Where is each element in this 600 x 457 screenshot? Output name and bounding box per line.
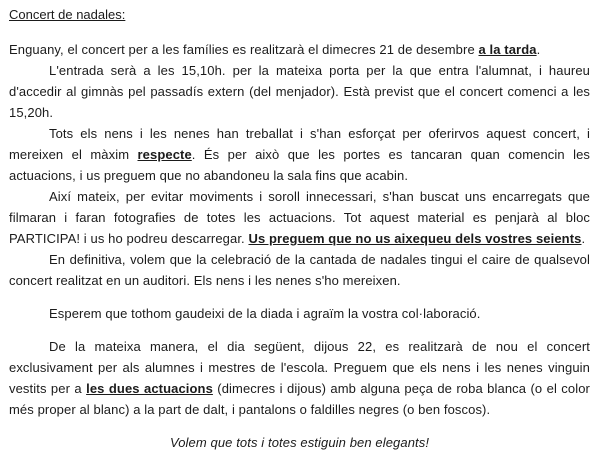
emphasis-text: Us preguem que no us aixequeu dels vostres seients <box>248 231 582 246</box>
text-segment: (dimecres i dijous) amb alguna peça de roba blanca (o el color més proper al blanc) a la part de dalt, i pantalons o faldilles negres (o ben foscos). <box>9 381 590 417</box>
paragraph <box>9 432 590 453</box>
paragraph <box>9 186 590 249</box>
text-segment: Així mateix, per evitar moviments i soroll innecessari, s'han buscat uns encarregats que filmaran i faran fotografies de totes les actuacions. Tot aquest material es penjarà al bloc PARTICIPA! i us ho podreu descarregar. <box>9 189 590 246</box>
text-segment: . <box>536 42 541 57</box>
text-segment: . <box>581 231 586 246</box>
text-segment: Tots els nens i les nenes han treballat i s'han esforçat per oferirvos aquest concert, i mereixen el màxim <box>9 126 590 162</box>
emphasis-text: respecte <box>137 147 192 162</box>
text-segment: De la mateixa manera, el dia següent, dijous 22, es realitzarà de nou el concert exclusivament per als alumnes i mestres de l'escola. Preguem que els nens i les nenes vinguin vestits per a <box>9 339 590 396</box>
text-segment: L'entrada serà a les 15,10h. per la mateixa porta per la que entra l'alumnat, i haureu d'accedir al gimnàs pel passadís extern (del menjador). Està previst que el concert comenci a les 15,20h. <box>9 63 590 120</box>
emphasis-text: les dues actuacions <box>86 381 213 396</box>
document-title: Concert de nadales: <box>9 7 126 22</box>
paragraph <box>9 303 590 324</box>
text-segment: Volem que tots i totes estiguin ben elegants! <box>169 435 430 450</box>
paragraph <box>9 336 590 420</box>
emphasis-text: a la tarda <box>478 42 537 57</box>
text-segment: En definitiva, volem que la celebració de la cantada de nadales tingui el caire de qualsevol concert realitzat en un auditori. Els nens i les nenes s'ho mereixen. <box>9 252 590 288</box>
paragraph <box>9 39 590 60</box>
text-segment: Esperem que tothom gaudeixi de la diada i agraïm la vostra col·laboració. <box>49 306 481 321</box>
document-body <box>9 39 590 453</box>
paragraph <box>9 249 590 291</box>
text-segment: . És per això que les portes es tancaran quan comencin les actuacions, i us preguem que no abandoneu la sala fins que acabin. <box>9 147 590 183</box>
paragraph <box>9 123 590 186</box>
text-segment: Enguany, el concert per a les famílies es realitzarà el dimecres 21 de desembre <box>9 42 479 57</box>
paragraph <box>9 60 590 123</box>
